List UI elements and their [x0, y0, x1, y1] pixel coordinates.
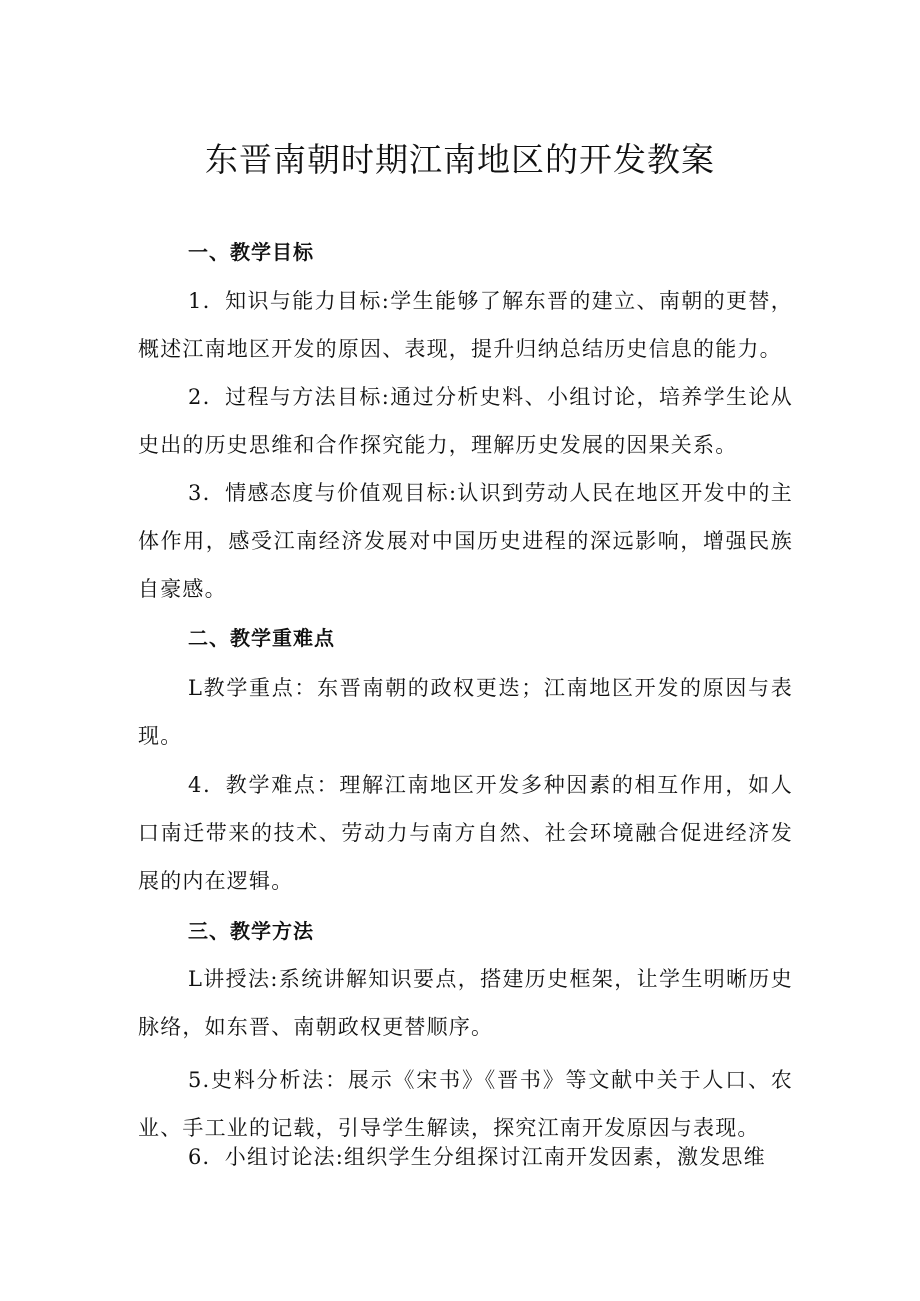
page-title: 东晋南朝时期江南地区的开发教案: [205, 140, 715, 179]
paragraph-method-lecture: L讲授法:系统讲解知识要点，搭建历史框架，让学生明晰历史脉络，如东晋、南朝政权更替顺序。: [138, 967, 793, 1039]
section-heading-teaching-objectives: 一、教学目标: [188, 240, 314, 264]
paragraph-difficult-point: 4．教学难点：理解江南地区开发多种因素的相互作用，如人口南迁带来的技术、劳动力与南方自然、社会环境融合促进经济发展的内在逻辑。: [138, 773, 793, 893]
paragraph-objective-knowledge: 1．知识与能力目标:学生能够了解东晋的建立、南朝的更替，概述江南地区开发的原因、表现，提升归纳总结历史信息的能力。: [138, 289, 793, 361]
paragraph-key-point: L教学重点：东晋南朝的政权更迭；江南地区开发的原因与表现。: [138, 676, 793, 748]
section-heading-teaching-methods: 三、教学方法: [188, 919, 314, 943]
paragraph-objective-process: 2．过程与方法目标:通过分析史料、小组讨论，培养学生论从史出的历史思维和合作探究能力，理解历史发展的因果关系。: [138, 385, 793, 457]
paragraph-method-source-analysis: 5.史料分析法：展示《宋书》《晋书》等文献中关于人口、农业、手工业的记载，引导学生解读，探究江南开发原因与表现。: [138, 1068, 793, 1140]
section-heading-key-points: 二、教学重难点: [188, 626, 335, 650]
paragraph-objective-emotion: 3．情感态度与价值观目标:认识到劳动人民在地区开发中的主体作用，感受江南经济发展对中国历史进程的深远影响，增强民族自豪感。: [138, 481, 793, 601]
paragraph-method-group-discussion: 6．小组讨论法:组织学生分组探讨江南开发因素，激发思维: [188, 1145, 766, 1169]
